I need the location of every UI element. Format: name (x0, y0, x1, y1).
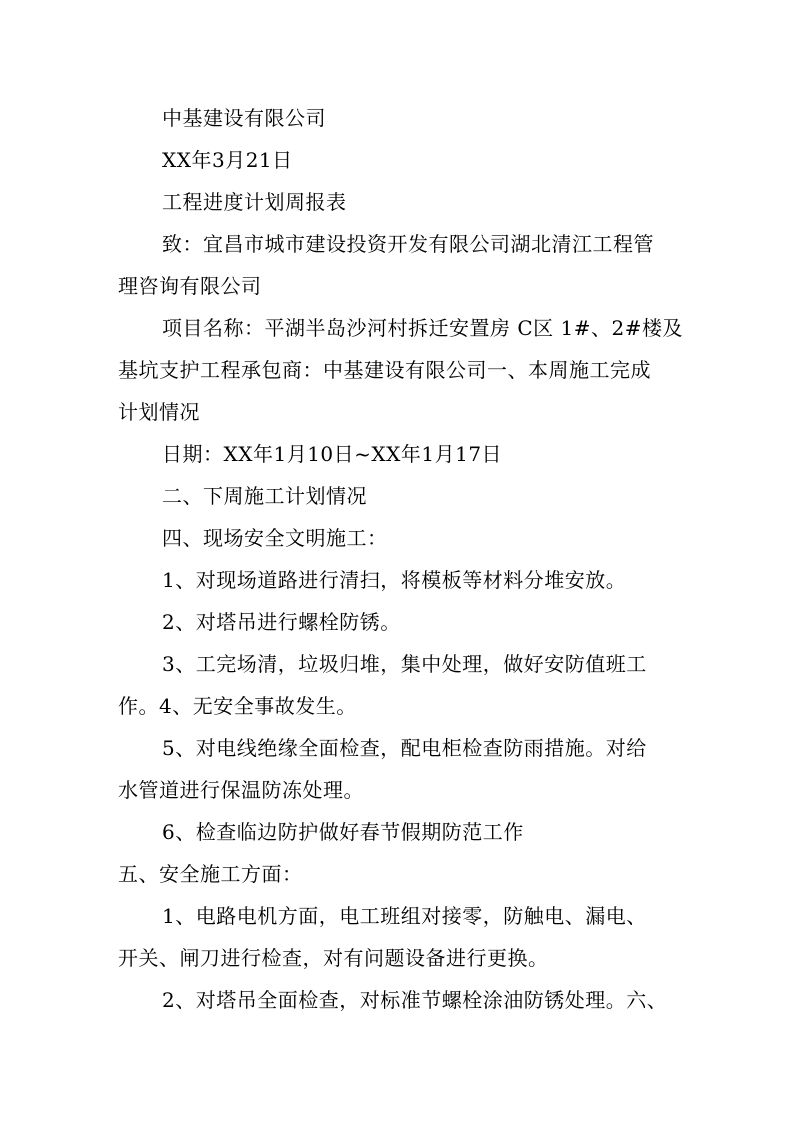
company-name: 中基建设有限公司 (162, 106, 326, 130)
recipient-line: 致：宜昌市城市建设投资开发有限公司湖北清江工程管 (162, 232, 654, 256)
list-item-cont: 开关、闸刀进行检查，对有问题设备进行更换。 (118, 946, 549, 970)
list-item: 3、工完场清，垃圾归堆，集中处理，做好安防值班工 (162, 652, 647, 676)
section-heading-safety-construction: 五、安全施工方面： (118, 862, 303, 886)
section-heading-next-week: 二、下周施工计划情况 (162, 484, 367, 508)
list-item: 1、对现场道路进行清扫，将模板等材料分堆安放。 (162, 568, 627, 592)
recipient-line-cont: 理咨询有限公司 (118, 274, 262, 298)
date-range-line: 日期：XX年1月10日~XX年1月17日 (162, 442, 503, 466)
list-item: 6、检查临边防护做好春节假期防范工作 (162, 820, 524, 844)
list-item: 2、对塔吊进行螺栓防锈。 (162, 610, 401, 634)
section-heading-plan: 计划情况 (118, 400, 200, 424)
section-heading-safety-civil: 四、现场安全文明施工： (162, 526, 388, 550)
report-date: XX年3月21日 (162, 148, 293, 172)
list-item-cont: 水管道进行保温防冻处理。 (118, 778, 364, 802)
project-name-line: 项目名称：平湖半岛沙河村拆迁安置房 C区 1#、2#楼及 (162, 316, 683, 340)
list-item: 2、对塔吊全面检查，对标准节螺栓涂油防锈处理。六、 (162, 988, 668, 1012)
list-item-cont: 作。4、无安全事故发生。 (118, 694, 357, 718)
project-name-line-cont: 基坑支护工程承包商：中基建设有限公司一、本周施工完成 (118, 358, 651, 382)
list-item: 1、电路电机方面，电工班组对接零，防触电、漏电、 (162, 904, 647, 928)
report-title: 工程进度计划周报表 (162, 190, 347, 214)
list-item: 5、对电线绝缘全面检查，配电柜检查防雨措施。对给 (162, 736, 647, 760)
